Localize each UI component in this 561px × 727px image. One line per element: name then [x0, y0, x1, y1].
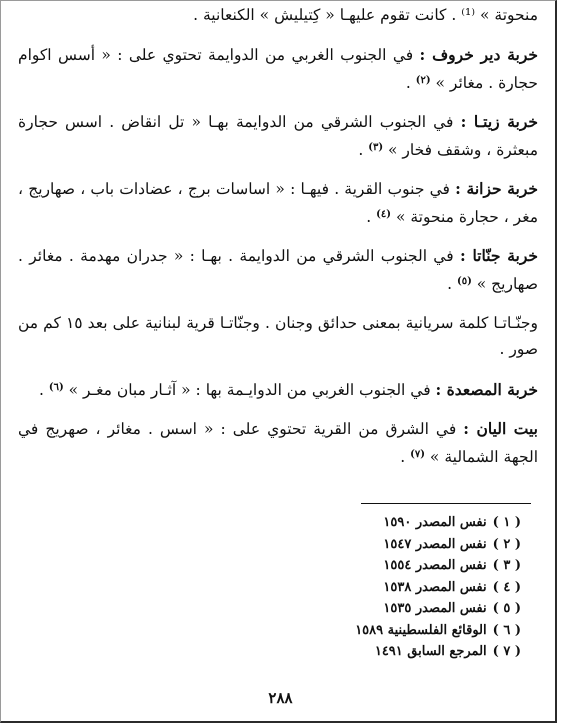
footnote-text: نفس المصدر ١٥٩٠ [383, 515, 487, 530]
paragraph-heading: خربة زيتـا : [460, 112, 538, 131]
footnote-number: ( ٧ ) [492, 644, 521, 659]
footnote-number: ( ١ ) [492, 515, 521, 530]
footnote-divider [361, 503, 531, 504]
paragraph-beit-alyan: بيت اليان : في الشرق من القرية تحتوي على : « اسس . مغائر ، صهريج في الجهة الشمالية » $^{(٧)}$ . [18, 419, 538, 466]
paragraph-text: في الجنوب الغربي من الدوايـمة بها : « آثـار مبان مغـر » [68, 381, 436, 399]
footnote-item [355, 534, 521, 556]
paragraph-khirbet-al-musaada: خربة المصعدة : في الجنوب الغربي من الدوايـمة بها : « آثـار مبان مغـر » $^{(٦)}$ . [38, 380, 538, 399]
footnote-item [355, 555, 521, 577]
paragraph-khirbet-deir-kharuf: خربة دير خروف : في الجنوب الغربي من الدوايمة تحتوي على : « أسس اكوام حجارة . مغائر » $^{(٢)}$ . [18, 45, 539, 92]
footnote-marker: (٥) [456, 276, 472, 287]
footnote-marker: (٣) [368, 142, 384, 153]
footnote-text: نفس المصدر ١٥٥٤ [383, 558, 487, 573]
footnote-number: ( ٤ ) [492, 579, 521, 595]
footnote-text: نفس المصدر ١٥٣٥ [383, 601, 487, 616]
document-body [18, 2, 538, 483]
footnote-marker: (٦) [48, 382, 64, 393]
footnote-number: ( ٦ ) [492, 622, 521, 638]
footnote-item [355, 620, 521, 642]
paragraph-khirbet-hazzana: خربة حزانة : في جنوب القرية . فيهـا : « اساسات برج ، عضادات باب ، صهاريج ، مغر ، حجارة منحوتة » $^{(٤)}$ . [18, 179, 538, 226]
paragraph-text: في الجنوب الشرقي من الدوايمة . بهـا : « جدران مهدمة . مغائر . صهاريج » [18, 247, 538, 293]
paragraph-heading: خربة حزانة : [455, 179, 538, 198]
footnote-item [355, 598, 521, 620]
footnote-text: نفس المصدر ١٥٤٧ [383, 536, 487, 552]
footnote-marker: (٢) [415, 75, 431, 86]
paragraph-jannata-note [18, 310, 538, 362]
paragraph-heading: خربة جنّاتا : [459, 246, 538, 265]
footnote-item [355, 641, 521, 663]
paragraph-text: منحوتة » ⁽¹⁾ . كانت تقوم عليهـا « كِتيليش » الكنعانية . [193, 6, 538, 24]
footnote-item [355, 512, 521, 534]
paragraph-text: في الجنوب الغربي من الدوايمة تحتوي على : « أسس اكوام حجارة . مغائر » [18, 46, 538, 92]
paragraph-khirbet-jannata: خربة جنّاتا : في الجنوب الشرقي من الدوايمة . بهـا : « جدران مهدمة . مغائر . صهاريج » $^{(٥)}$ . [18, 246, 538, 293]
paragraph-text: في جنوب القرية . فيهـا : « اساسات برج ، عضادات باب ، صهاريج ، مغر ، حجارة منحوتة » [18, 180, 538, 226]
footnote-text: نفس المصدر ١٥٣٨ [383, 579, 487, 595]
footnote-list [355, 512, 521, 663]
paragraph-khirbet-zeita: خربة زيتـا : في الجنوب الشرقي من الدوايمة بهـا « تل انقاض . اسس حجارة مبعثرة ، وشقف فخار » $^{(٣)}$ . [18, 112, 538, 159]
footnote-number: ( ٢ ) [492, 536, 521, 552]
paragraph-text: في الشرق من القرية تحتوي على : « اسس . مغائر ، صهريج في الجهة الشمالية » [18, 420, 538, 466]
footnote-number: ( ٣ ) [492, 558, 521, 573]
paragraph-heading: خربة المصعدة : [435, 380, 538, 399]
footnote-marker: (٧) [410, 449, 425, 460]
footnote-text: المرجع السابق ١٤٩١ [374, 644, 487, 659]
paragraph-text: في الجنوب الشرقي من الدوايمة بهـا « تل انقاض . اسس حجارة مبعثرة ، وشقف فخار » [18, 113, 538, 159]
paragraph-heading: خربة دير خروف : [419, 45, 539, 64]
footnote-text: الوقائع الفلسطينية ١٥٨٩ [355, 622, 487, 638]
footnote-item [355, 577, 521, 599]
paragraph-kitilish [18, 2, 538, 28]
paragraph-heading: بيت اليان : [463, 419, 538, 438]
page-number: ٢٨٨ [268, 689, 293, 707]
footnote-marker: (٤) [376, 209, 391, 220]
footnote-number: ( ٥ ) [492, 601, 521, 616]
paragraph-text: وجنّـاتـا كلمة سريانية بمعنى حدائق وجنان . وجنّاتـا قرية لبنانية على بعد ١٥ كم من صور . [18, 314, 538, 358]
